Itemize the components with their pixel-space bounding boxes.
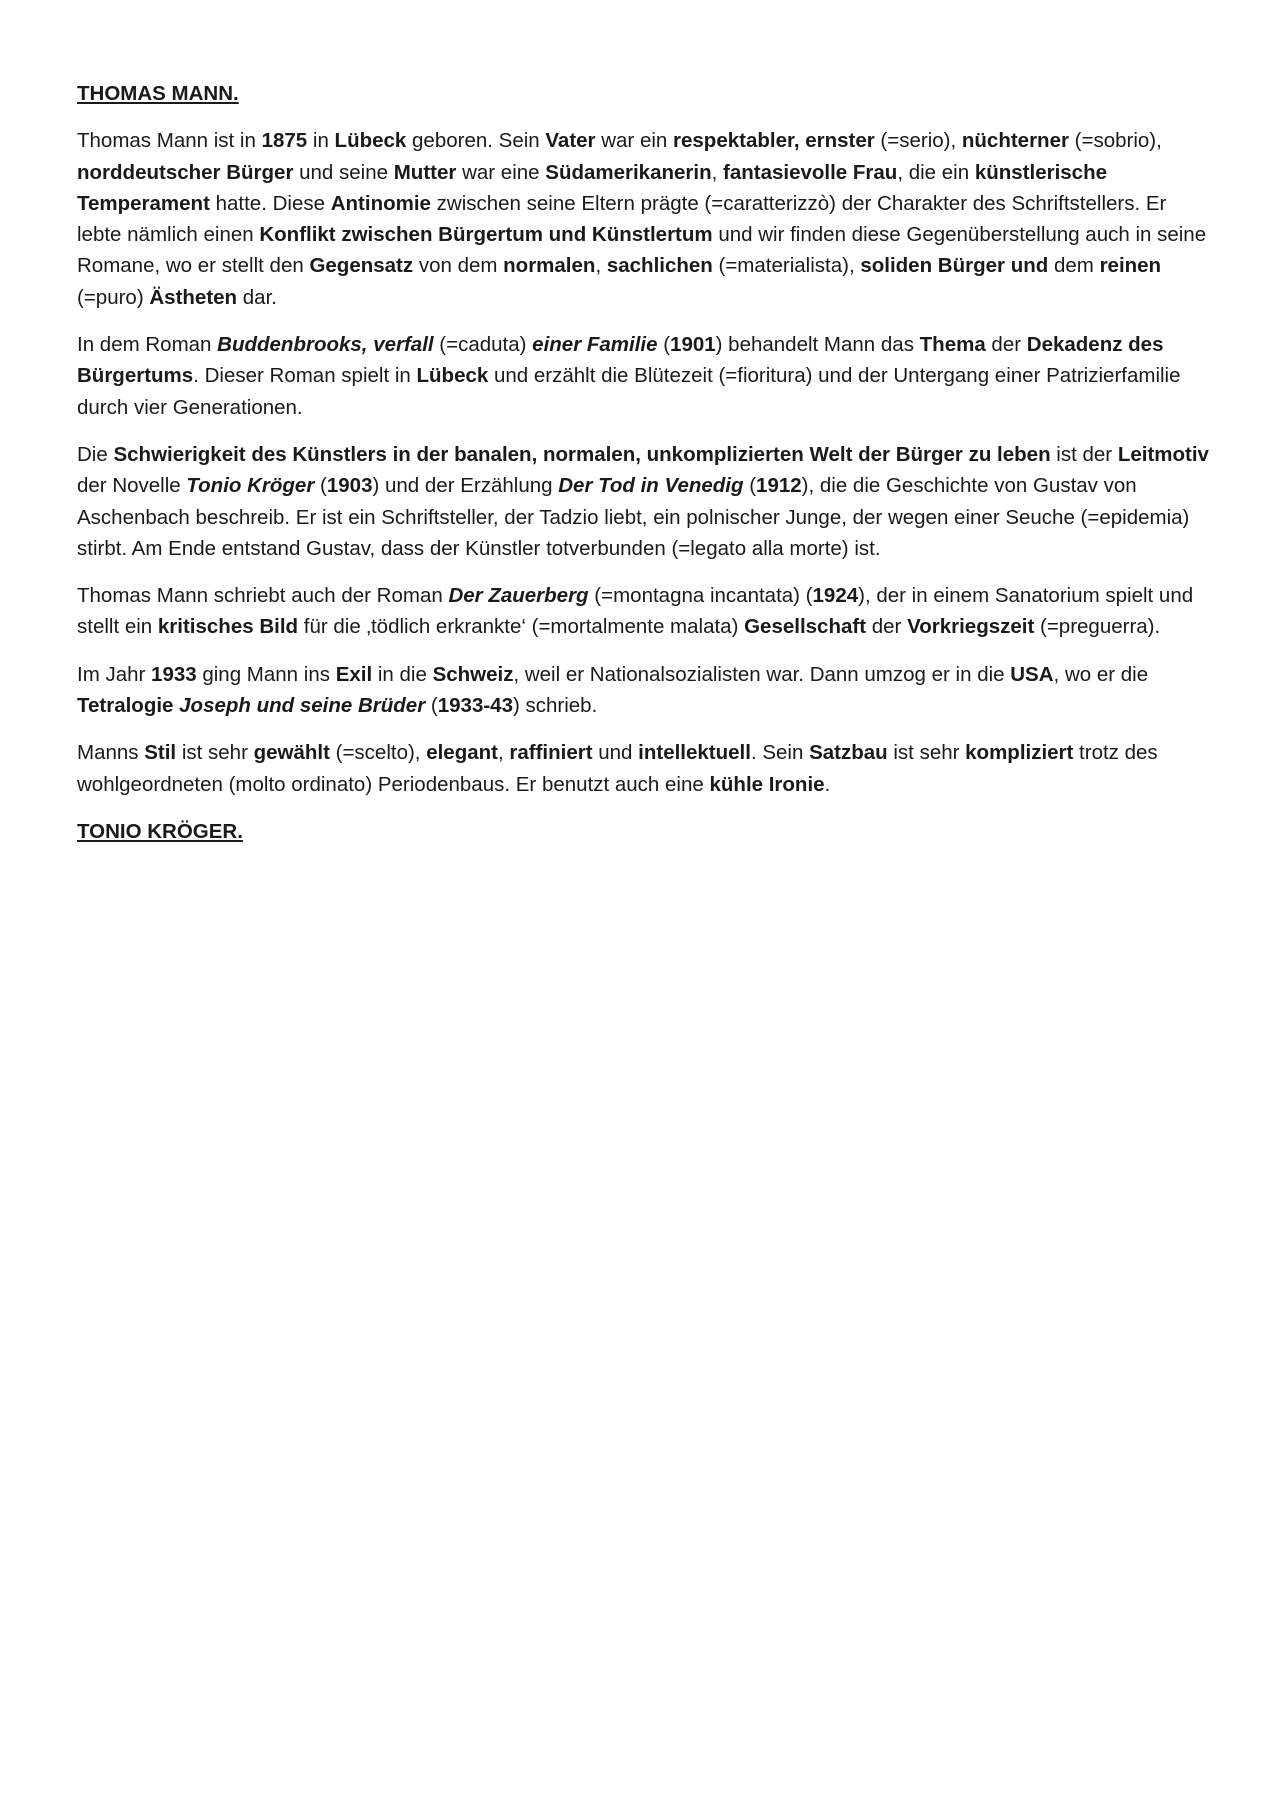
text-run: 1912 <box>756 474 802 498</box>
text-run: ( <box>743 474 757 498</box>
text-run: Satzbau <box>809 741 888 765</box>
paragraph-5 <box>77 659 1212 722</box>
text-run: Der Tod in Venedig <box>558 474 744 498</box>
text-run: Der Zauerberg <box>448 584 589 608</box>
text-run: künstlerische Temperament <box>77 160 1107 215</box>
text-run: Schweiz <box>432 662 514 686</box>
text-run: kühle Ironie <box>709 772 825 796</box>
text-run: (=scelto), <box>329 741 427 765</box>
text-run: (=puro) <box>77 285 150 309</box>
text-run: In dem Roman <box>77 333 218 357</box>
text-run: ging Mann ins <box>196 662 336 686</box>
text-run: Die <box>77 442 114 466</box>
text-run: Joseph und seine Brüder <box>179 694 426 718</box>
text-run: ), die die Geschichte von Gustav von Aschenbach beschreib. Er ist ein Schriftsteller, der Tadzio liebt, ein polnischer Junge, der wegen einer Seuche (=epidemia) stirbt. Am Ende entstand Gustav, dass der Künstler totverbunden (=legato alla morte) ist. <box>77 474 1190 560</box>
text-run: in die <box>372 662 433 686</box>
text-run: Mutter <box>393 160 457 184</box>
text-run: Im Jahr <box>77 662 152 686</box>
paragraph-4 <box>77 580 1212 643</box>
text-run: der Novelle <box>77 474 187 498</box>
paragraph-3 <box>77 439 1212 564</box>
text-run: und wir finden diese Gegenüberstellung auch in seine Romane, wo er stellt den <box>77 223 1207 278</box>
text-run: USA <box>1010 662 1054 686</box>
text-run: einer Familie <box>532 333 658 357</box>
text-run: Tonio Kröger <box>186 474 315 498</box>
text-run: Gesellschaft <box>744 615 867 639</box>
document-page <box>77 78 1212 863</box>
text-run: Vorkriegszeit <box>907 615 1035 639</box>
text-run: , <box>711 160 724 184</box>
text-run: Exil <box>335 662 373 686</box>
text-run: (=preguerra). <box>1034 615 1161 639</box>
text-run: . <box>824 772 831 796</box>
text-run: ( <box>314 474 327 498</box>
text-run: gewählt <box>253 741 330 765</box>
section-heading-tonio-kroeger: TONIO KRÖGER. <box>77 819 243 843</box>
text-run: Vater <box>545 129 596 153</box>
text-run: hatte. Diese <box>209 191 331 215</box>
text-run: Tetralogie <box>77 694 180 718</box>
paragraph-2 <box>77 329 1212 423</box>
text-run: Konflikt zwischen Bürgertum und Künstlertum <box>259 223 713 247</box>
text-run: war ein <box>595 129 674 153</box>
text-run: (=materialista), <box>712 254 861 278</box>
text-run: intellektuell <box>638 741 751 765</box>
text-run: Schwierigkeit des Künstlers in der banalen, normalen, unkomplizierten Welt der Bürger zu leben <box>113 442 1051 466</box>
text-run: (=serio), <box>874 129 962 153</box>
text-run: , <box>497 741 510 765</box>
text-run: 1924 <box>812 584 859 608</box>
text-run: und seine <box>293 160 394 184</box>
text-run: Gegensatz <box>309 254 414 278</box>
text-run: ) und der Erzählung <box>372 474 559 498</box>
document-body <box>77 125 1212 800</box>
text-run: ), der in einem Sanatorium spielt und stellt ein <box>77 584 1194 639</box>
text-run: Stil <box>144 741 177 765</box>
text-run: Thomas Mann ist in <box>77 129 262 153</box>
text-run: der <box>866 615 908 639</box>
paragraph-6 <box>77 737 1212 800</box>
text-run: in <box>307 129 335 153</box>
document-title: THOMAS MANN. <box>77 82 239 105</box>
text-run: Südamerikanerin <box>545 160 712 184</box>
text-run: , weil er Nationalsozialisten war. Dann umzog er in die <box>513 662 1011 686</box>
text-run: Lübeck <box>334 129 407 153</box>
text-run: elegant <box>426 741 498 765</box>
text-run: und erzählt die Blütezeit (=fioritura) und der Untergang einer Patrizierfamilie durch vier Generationen. <box>77 364 1181 419</box>
text-run: reinen <box>1099 254 1162 278</box>
text-run: kompliziert <box>965 741 1074 765</box>
text-run: 1933 <box>151 662 197 686</box>
text-run: Ästheten <box>149 285 238 309</box>
text-run: soliden Bürger und <box>860 254 1049 278</box>
text-run: fantasievolle Frau <box>723 160 898 184</box>
text-run: Thema <box>919 333 986 357</box>
text-run: ( <box>425 694 438 718</box>
text-run: 1903 <box>326 474 373 498</box>
text-run: (=caduta) <box>433 333 533 357</box>
text-run: Buddenbrooks, verfall <box>217 333 434 357</box>
text-run: Manns <box>77 741 145 765</box>
text-run: ) schrieb. <box>512 694 598 718</box>
text-run: , die ein <box>897 160 975 184</box>
text-run: norddeutscher Bürger <box>77 160 294 184</box>
text-run: Antinomie <box>330 191 431 215</box>
text-run: der <box>985 333 1027 357</box>
text-run: ist der <box>1050 442 1118 466</box>
text-run: kritisches Bild <box>157 615 299 639</box>
text-run: dar. <box>237 285 277 309</box>
text-run: war eine <box>456 160 546 184</box>
text-run: ist sehr <box>887 741 966 765</box>
text-run: . Dieser Roman spielt in <box>193 364 417 388</box>
text-run: normalen <box>503 254 596 278</box>
text-run: und <box>592 741 639 765</box>
text-run: trotz des wohlgeordneten (molto ordinato) Periodenbaus. Er benutzt auch eine <box>77 741 1158 796</box>
text-run: , wo er die <box>1053 662 1149 686</box>
text-run: respektabler, ernster <box>673 129 875 153</box>
text-run: ( <box>657 333 671 357</box>
text-run: zwischen seine Eltern prägte (=caratterizzò) der Charakter des Schriftstellers. Er lebte nämlich einen <box>77 191 1167 247</box>
text-run: ) behandelt Mann das <box>715 333 920 357</box>
text-run: . Sein <box>750 741 810 765</box>
text-run: dem <box>1048 254 1100 278</box>
text-run: (=sobrio), <box>1068 129 1162 153</box>
text-run: Lübeck <box>416 364 489 388</box>
text-run: geboren. Sein <box>406 129 546 153</box>
text-run: 1933-43 <box>437 694 513 718</box>
paragraph-1 <box>77 125 1212 313</box>
text-run: Thomas Mann schriebt auch der Roman <box>77 584 449 608</box>
text-run: 1875 <box>261 129 308 153</box>
text-run: ist sehr <box>176 741 254 765</box>
text-run: (=montagna incantata) ( <box>588 584 813 608</box>
text-run: Leitmotiv <box>1117 442 1209 466</box>
text-run: nüchterner <box>961 129 1069 153</box>
text-run: 1901 <box>670 333 716 357</box>
text-run: sachlichen <box>606 254 713 278</box>
text-run: raffiniert <box>509 741 593 765</box>
text-run: Dekadenz des Bürgertums <box>77 333 1164 388</box>
text-run: , <box>595 254 607 278</box>
text-run: von dem <box>413 254 504 278</box>
text-run: für die ‚tödlich erkrankte‘ (=mortalmente malata) <box>298 615 745 639</box>
